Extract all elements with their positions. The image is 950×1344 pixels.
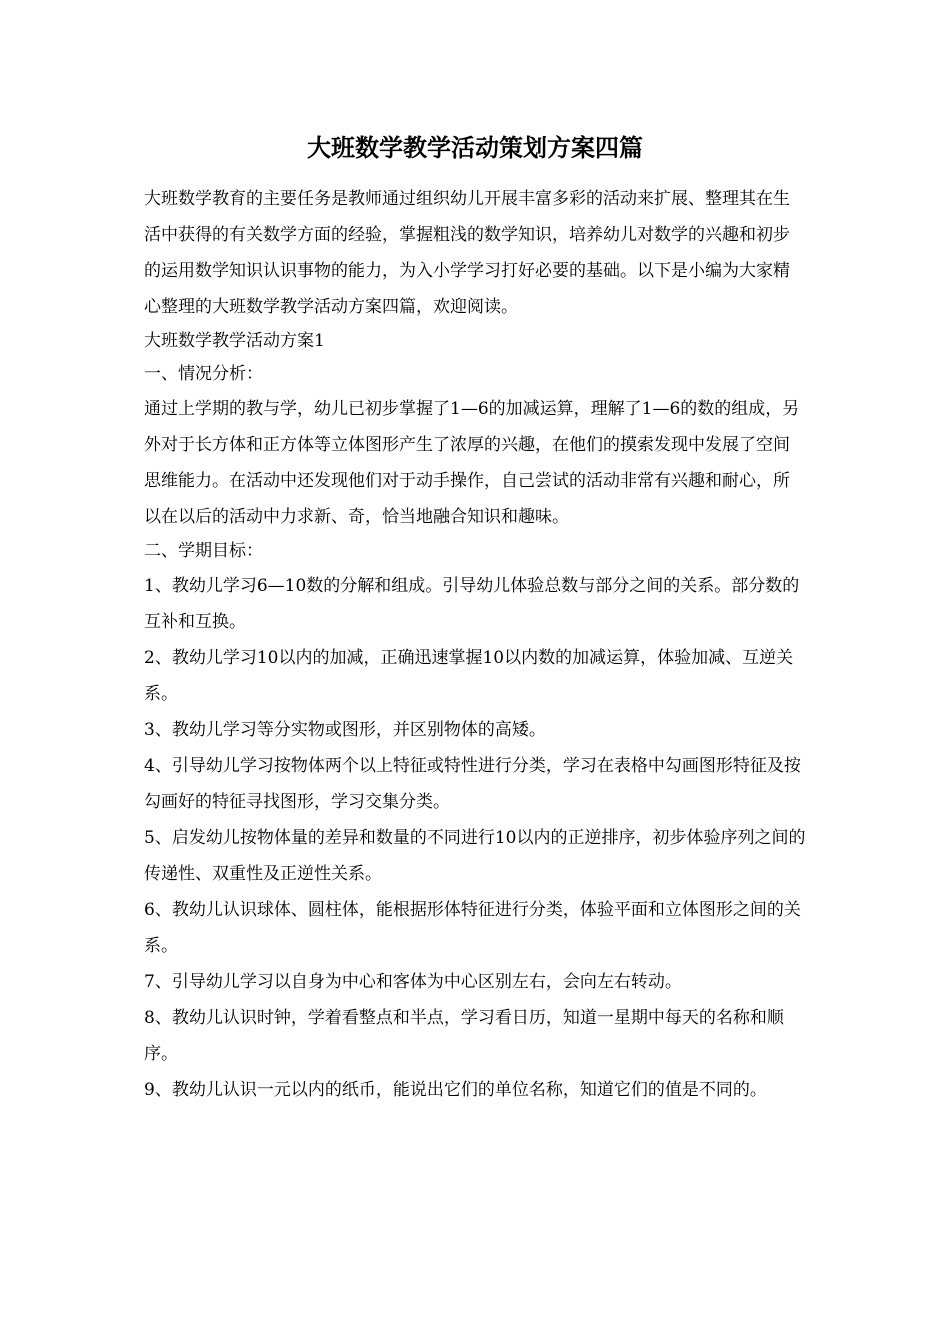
goal-item-9: 9、教幼儿认识一元以内的纸币，能说出它们的单位名称，知道它们的值是不同的。 [144,1080,767,1100]
goal-item-1: 1、教幼儿学习6—10数的分解和组成。引导幼儿体验总数与部分之间的关系。部分数的互补和互换。 [144,576,800,632]
section-heading-goals: 二、学期目标： [144,541,263,561]
document-body [144,181,806,1108]
goal-item-5: 5、启发幼儿按物体量的差异和数量的不同进行10以内的正逆排序，初步体验序列之间的传递性、双重性及正逆性关系。 [144,828,806,884]
plan-heading: 大班数学教学活动方案1 [144,331,325,351]
situation-paragraph: 通过上学期的教与学，幼儿已初步掌握了1—6的加减运算，理解了1—6的数的组成，另外对于长方体和正方体等立体图形产生了浓厚的兴趣，在他们的摸索发现中发展了空间思维能力。在活动中还发现他们对于动手操作，自己尝试的活动非常有兴趣和耐心，所以在以后的活动中力求新、奇，恰当地融合知识和趣味。 [144,399,800,527]
goal-item-6: 6、教幼儿认识球体、圆柱体，能根据形体特征进行分类，体验平面和立体图形之间的关系。 [144,900,801,956]
goal-item-2: 2、教幼儿学习10以内的加减，正确迅速掌握10以内数的加减运算，体验加减、互逆关系。 [144,648,794,704]
document-title: 大班数学教学活动策划方案四篇 [307,134,643,162]
goal-item-8: 8、教幼儿认识时钟，学着看整点和半点，学习看日历，知道一星期中每天的名称和顺序。 [144,1008,784,1064]
intro-paragraph: 大班数学教育的主要任务是教师通过组织幼儿开展丰富多彩的活动来扩展、整理其在生活中获得的有关数学方面的经验，掌握粗浅的数学知识，培养幼儿对数学的兴趣和初步的运用数学知识认识事物的能力，为入小学学习打好必要的基础。以下是小编为大家精心整理的大班数学教学活动方案四篇，欢迎阅读。 [144,189,790,317]
goal-item-7: 7、引导幼儿学习以自身为中心和客体为中心区别左右，会向左右转动。 [144,972,682,992]
section-heading-situation: 一、情况分析： [144,364,263,384]
goal-item-4: 4、引导幼儿学习按物体两个以上特征或特性进行分类，学习在表格中勾画图形特征及按勾画好的特征寻找图形，学习交集分类。 [144,756,801,812]
goal-item-3: 3、教幼儿学习等分实物或图形，并区别物体的高矮。 [144,720,546,740]
